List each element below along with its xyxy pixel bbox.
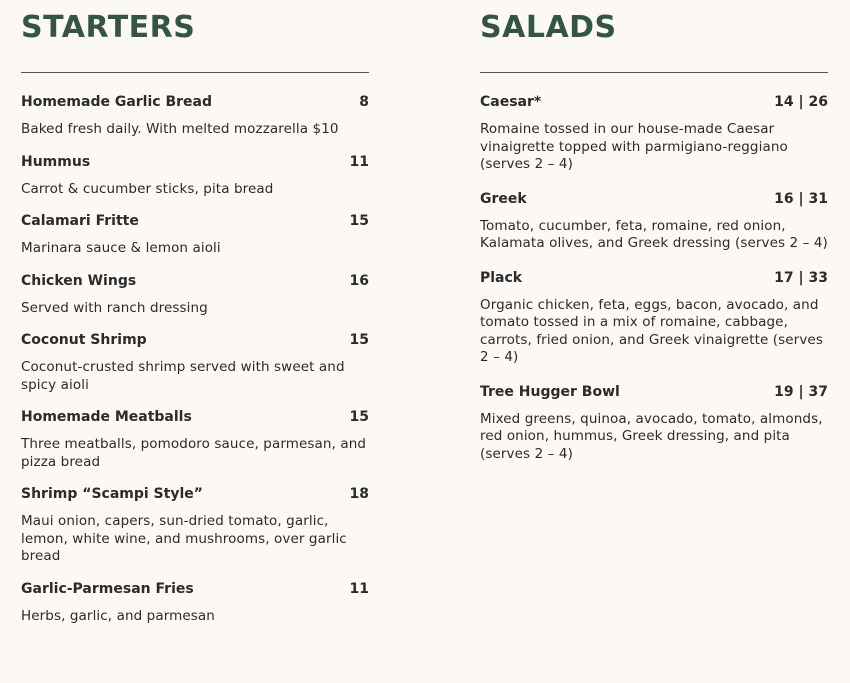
menu-item-name: Chicken Wings xyxy=(21,272,137,289)
menu-item xyxy=(21,272,369,318)
menu-item-name: Garlic-Parmesan Fries xyxy=(21,580,194,597)
menu-item xyxy=(480,190,828,253)
menu-item xyxy=(480,93,828,174)
starters-title: STARTERS xyxy=(21,10,196,45)
menu-item-description: Maui onion, capers, sun-dried tomato, garlic, lemon, white wine, and mushrooms, over garlic bread xyxy=(21,513,347,564)
menu-item-description: Organic chicken, feta, eggs, bacon, avocado, and tomato tossed in a mix of romaine, cabbage, carrots, fried onion, and Greek vinaigrette (serves 2 – 4) xyxy=(480,296,823,365)
menu-item-description: Herbs, garlic, and parmesan xyxy=(21,607,215,624)
salads-list xyxy=(480,93,828,463)
menu-item-name: Calamari Fritte xyxy=(21,213,139,229)
starters-divider xyxy=(21,72,369,73)
starters-list xyxy=(21,93,369,625)
menu-item-price: 11 xyxy=(349,153,369,170)
menu-item-description: Coconut-crusted shrimp served with sweet and spicy aioli xyxy=(21,359,345,393)
menu-item-name: Greek xyxy=(480,190,527,207)
menu-item-price: 16 | 31 xyxy=(774,190,828,207)
menu-item-description: Baked fresh daily. With melted mozzarella $10 xyxy=(21,121,339,137)
menu-item-price: 18 xyxy=(349,486,369,502)
menu-item xyxy=(21,408,369,471)
menu-item-description: Mixed greens, quinoa, avocado, tomato, almonds, red onion, hummus, Greek dressing, and pita (serves 2 – 4) xyxy=(480,410,823,462)
menu-item-name: Hummus xyxy=(21,153,91,170)
menu-item-header xyxy=(480,383,828,401)
menu-item xyxy=(21,331,369,394)
menu-item-name: Plack xyxy=(480,269,523,286)
menu-item xyxy=(21,153,369,199)
menu-item-header xyxy=(21,272,369,290)
salads-divider xyxy=(480,72,828,73)
menu-item-header xyxy=(21,408,369,426)
menu-item-header xyxy=(480,190,828,208)
salads-title: SALADS xyxy=(480,10,617,45)
menu-item-price: 15 xyxy=(349,409,369,425)
menu-item-header xyxy=(21,153,369,171)
starters-section xyxy=(21,0,369,639)
menu-item xyxy=(21,580,369,626)
menu-item-description: Romaine tossed in our house-made Caesar vinaigrette topped with parmigiano-reggiano (serves 2 – 4) xyxy=(480,121,788,172)
menu-item-name: Caesar* xyxy=(480,94,542,110)
menu-item-price: 17 | 33 xyxy=(774,269,828,286)
menu-item-price: 11 xyxy=(349,580,369,597)
menu-item-header xyxy=(21,212,369,230)
menu-item-name: Homemade Meatballs xyxy=(21,409,192,425)
menu-item-price: 16 xyxy=(349,272,369,289)
menu-item-name: Shrimp “Scampi Style” xyxy=(21,486,203,502)
menu-item-header xyxy=(21,485,369,503)
salads-section xyxy=(480,0,828,479)
menu-item-header xyxy=(21,93,369,111)
menu-item-description: Served with ranch dressing xyxy=(21,299,208,316)
menu-item-price: 14 | 26 xyxy=(774,94,828,110)
menu-item-description: Tomato, cucumber, feta, romaine, red onion, Kalamata olives, and Greek dressing (serves 2 – 4) xyxy=(480,217,828,251)
menu-item-description: Marinara sauce & lemon aioli xyxy=(21,240,221,256)
menu-item-price: 19 | 37 xyxy=(774,383,828,400)
menu-item xyxy=(21,93,369,139)
menu-item-name: Homemade Garlic Bread xyxy=(21,94,212,110)
menu-item-name: Coconut Shrimp xyxy=(21,332,147,348)
menu-item-price: 8 xyxy=(359,94,369,110)
menu-item-price: 15 xyxy=(349,213,369,229)
menu-item-header xyxy=(21,331,369,349)
menu-item-name: Tree Hugger Bowl xyxy=(480,383,620,400)
menu-item-header xyxy=(21,580,369,598)
menu-item xyxy=(480,269,828,367)
menu-item xyxy=(21,485,369,566)
menu-item-description: Carrot & cucumber sticks, pita bread xyxy=(21,180,274,197)
menu-item-price: 15 xyxy=(349,332,369,348)
menu-item xyxy=(21,212,369,258)
menu-item-description: Three meatballs, pomodoro sauce, parmesan, and pizza bread xyxy=(21,436,367,470)
menu-item-header xyxy=(480,269,828,287)
menu-item-header xyxy=(480,93,828,111)
menu-item xyxy=(480,383,828,464)
